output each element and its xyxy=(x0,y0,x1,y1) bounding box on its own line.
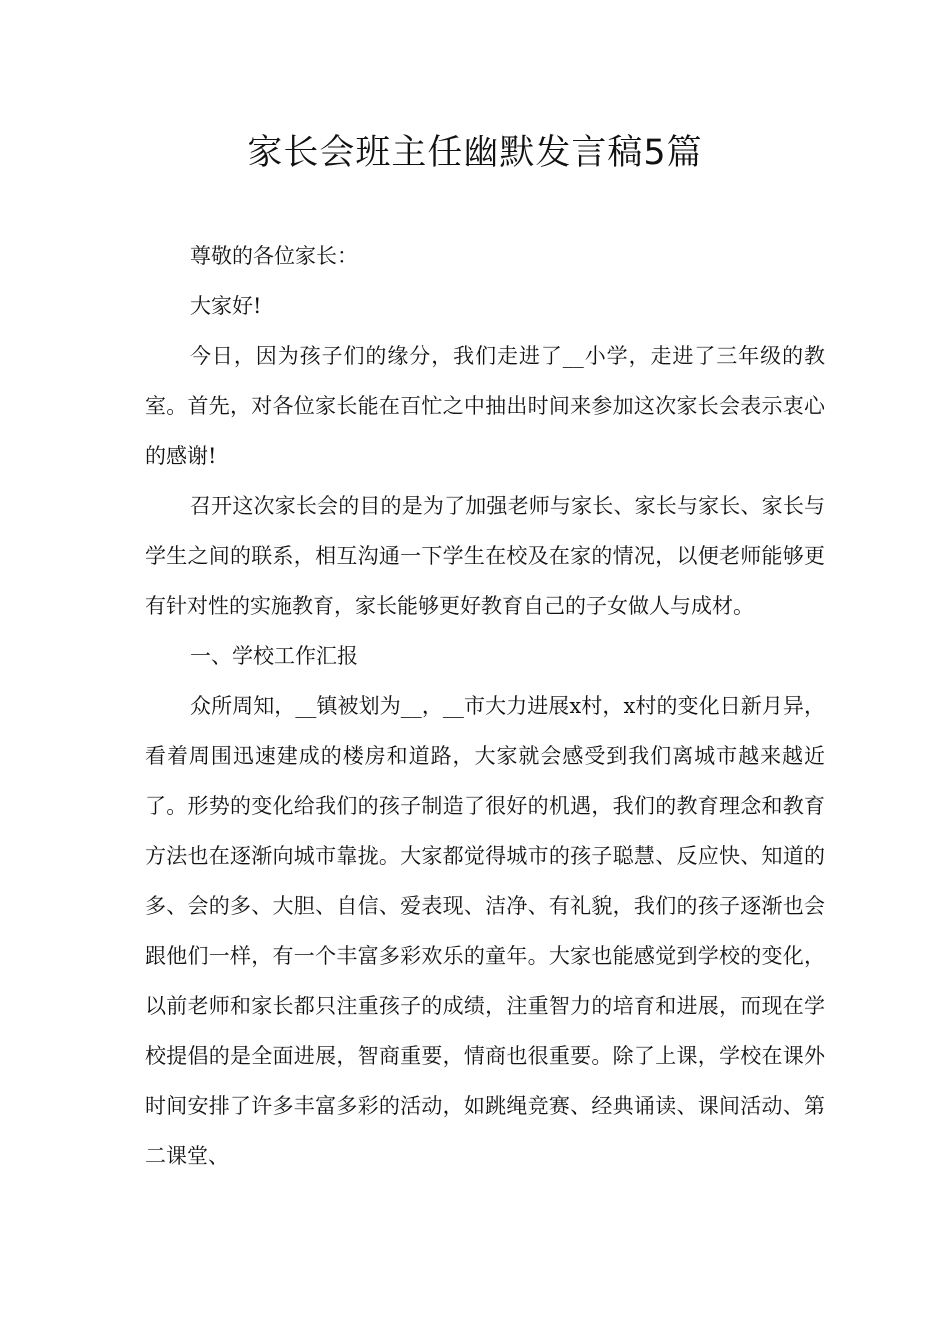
paragraph-purpose: 召开这次家长会的目的是为了加强老师与家长、家长与家长、家长与学生之间的联系，相互沟通一下学生在校及在家的情况，以便老师能够更有针对性的实施教育，家长能够更好教育自己的子女做人与成材。 xyxy=(145,494,825,618)
section-heading: 一、学校工作汇报 xyxy=(190,644,358,668)
document-title: 家长会班主任幽默发言稿5篇 xyxy=(247,133,703,173)
paragraph-opening: 今日，因为孩子们的缘分，我们走进了__小学，走进了三年级的教室。首先，对各位家长能在百忙之中抽出时间来参加这次家长会表示衷心的感谢! xyxy=(145,344,825,468)
document-body xyxy=(145,231,825,1181)
paragraph-school-report: 众所周知，__镇被划为__，__市大力进展x村，x村的变化日新月异，看着周围迅速建成的楼房和道路，大家就会感受到我们离城市越来越近了。形势的变化给我们的孩子制造了很好的机遇，我们的教育理念和教育方法也在逐渐向城市靠拢。大家都觉得城市的孩子聪慧、反应快、知道的多、会的多、大胆、自信、爱表现、洁净、有礼貌，我们的孩子逐渐也会跟他们一样，有一个丰富多彩欢乐的童年。大家也能感觉到学校的变化，以前老师和家长都只注重孩子的成绩，注重智力的培育和进展，而现在学校提倡的是全面进展，智商重要，情商也很重要。除了上课，学校在课外时间安排了许多丰富多彩的活动，如跳绳竞赛、经典诵读、课间活动、第二课堂、 xyxy=(145,694,825,1168)
salutation: 尊敬的各位家长： xyxy=(190,244,358,268)
greeting: 大家好! xyxy=(190,294,262,318)
